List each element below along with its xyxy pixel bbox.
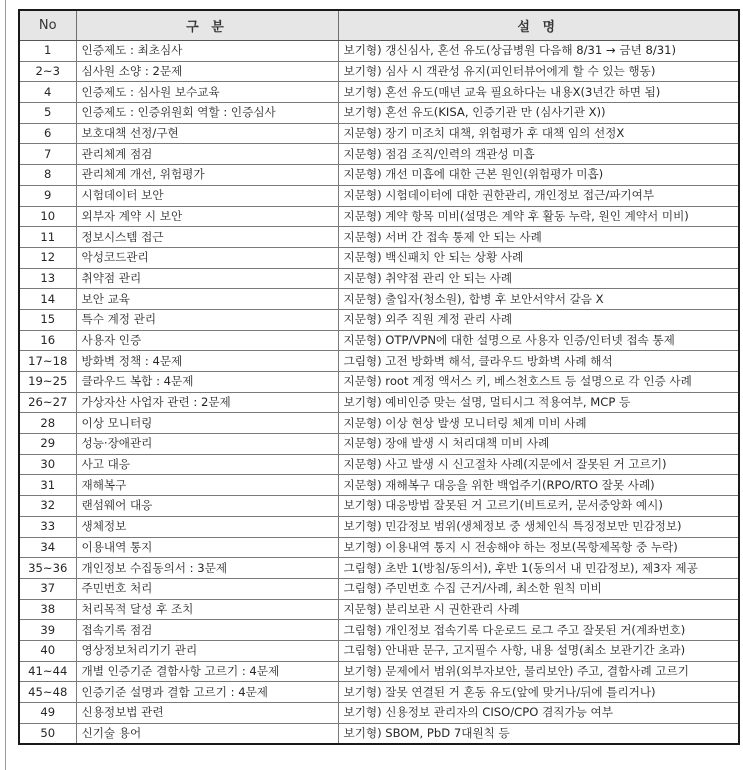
table-row xyxy=(19,392,739,413)
row-no-cell: 39 xyxy=(19,620,76,641)
table-row xyxy=(19,82,739,103)
row-no-cell: 35~36 xyxy=(19,558,76,579)
row-description-cell: 지문형) root 계정 액서스 키, 베스천호스트 등 설명으로 각 인증 사례 xyxy=(338,372,739,393)
row-no-cell: 40 xyxy=(19,640,76,661)
row-no-cell: 12 xyxy=(19,247,76,268)
row-category-cell: 정보시스템 접근 xyxy=(76,227,338,248)
row-description-cell: 지문형) 서버 간 접속 통제 안 되는 사례 xyxy=(338,227,739,248)
header-description: 설 명 xyxy=(338,10,739,41)
table-row xyxy=(19,61,739,82)
exam-topic-table-container xyxy=(18,9,738,745)
row-no-cell: 37 xyxy=(19,578,76,599)
row-category-cell: 생체정보 xyxy=(76,516,338,537)
row-description-cell: 지문형) 이상 현상 발생 모니터링 체계 미비 사례 xyxy=(338,413,739,434)
row-category-cell: 접속기록 점검 xyxy=(76,620,338,641)
row-category-cell: 주민번호 처리 xyxy=(76,578,338,599)
table-row xyxy=(19,640,739,661)
row-category-cell: 보안 교육 xyxy=(76,289,338,310)
table-row xyxy=(19,661,739,682)
row-category-cell: 인증제도 : 최초심사 xyxy=(76,41,338,62)
row-description-cell: 그림형) 주민번호 수집 근거/사례, 최소한 원칙 미비 xyxy=(338,578,739,599)
row-description-cell: 지문형) 백신패치 안 되는 상황 사례 xyxy=(338,247,739,268)
table-row xyxy=(19,413,739,434)
row-description-cell: 지문형) 외주 직원 계정 관리 사례 xyxy=(338,309,739,330)
row-category-cell: 신용정보법 관련 xyxy=(76,703,338,724)
row-no-cell: 10 xyxy=(19,206,76,227)
table-row xyxy=(19,309,739,330)
row-category-cell: 개인정보 수집동의서 : 3문제 xyxy=(76,558,338,579)
row-category-cell: 신기술 용어 xyxy=(76,723,338,744)
row-no-cell: 13 xyxy=(19,268,76,289)
table-row xyxy=(19,165,739,186)
table-row xyxy=(19,454,739,475)
row-no-cell: 1 xyxy=(19,41,76,62)
row-no-cell: 8 xyxy=(19,165,76,186)
row-category-cell: 인증제도 : 인증위원회 역할 : 인증심사 xyxy=(76,103,338,124)
row-description-cell: 보기형) 민감정보 범위(생체정보 중 생체인식 특징정보만 민감정보) xyxy=(338,516,739,537)
table-row xyxy=(19,558,739,579)
header-category: 구 분 xyxy=(76,10,338,41)
table-row xyxy=(19,537,739,558)
table-row xyxy=(19,247,739,268)
row-category-cell: 특수 계정 관리 xyxy=(76,309,338,330)
row-description-cell: 지문형) 시험데이터에 대한 권한관리, 개인정보 접근/파기여부 xyxy=(338,185,739,206)
table-row xyxy=(19,206,739,227)
row-no-cell: 34 xyxy=(19,537,76,558)
table-row xyxy=(19,144,739,165)
row-description-cell: 보기형) 이용내역 통지 시 전송해야 하는 정보(목항제목항 중 누락) xyxy=(338,537,739,558)
row-category-cell: 방화벽 정책 : 4문제 xyxy=(76,351,338,372)
row-no-cell: 28 xyxy=(19,413,76,434)
row-category-cell: 인증기준 설명과 결함 고르기 : 4문제 xyxy=(76,682,338,703)
row-category-cell: 사용자 인증 xyxy=(76,330,338,351)
row-description-cell: 보기형) 심사 시 객관성 유지(피인터뷰어에게 할 수 있는 행동) xyxy=(338,61,739,82)
table-row xyxy=(19,330,739,351)
table-row xyxy=(19,351,739,372)
row-description-cell: 보기형) 예비인증 맞는 설명, 멀티시그 적용여부, MCP 등 xyxy=(338,392,739,413)
row-category-cell: 악성코드관리 xyxy=(76,247,338,268)
table-row xyxy=(19,268,739,289)
row-no-cell: 41~44 xyxy=(19,661,76,682)
row-no-cell: 9 xyxy=(19,185,76,206)
row-no-cell: 38 xyxy=(19,599,76,620)
row-category-cell: 관리체계 점검 xyxy=(76,144,338,165)
table-row xyxy=(19,103,739,124)
row-category-cell: 시험데이터 보안 xyxy=(76,185,338,206)
table-row xyxy=(19,682,739,703)
table-row xyxy=(19,496,739,517)
table-row xyxy=(19,372,739,393)
table-row xyxy=(19,123,739,144)
table-row xyxy=(19,434,739,455)
row-no-cell: 32 xyxy=(19,496,76,517)
row-no-cell: 6 xyxy=(19,123,76,144)
row-no-cell: 15 xyxy=(19,309,76,330)
row-no-cell: 50 xyxy=(19,723,76,744)
row-description-cell: 보기형) SBOM, PbD 7대원칙 등 xyxy=(338,723,739,744)
row-category-cell: 인증제도 : 심사원 보수교육 xyxy=(76,82,338,103)
row-description-cell: 그림형) 초반 1(방침/동의서), 후반 1(동의서 내 민감정보), 제3자 제공 xyxy=(338,558,739,579)
row-no-cell: 26~27 xyxy=(19,392,76,413)
row-description-cell: 보기형) 갱신심사, 혼선 유도(상급병원 다음해 8/31 → 금년 8/31) xyxy=(338,41,739,62)
row-description-cell: 보기형) 혼선 유도(매년 교육 필요하다는 내용X(3년간 하면 됨) xyxy=(338,82,739,103)
row-description-cell: 보기형) 신용정보 관리자의 CISO/CPO 겸직가능 여부 xyxy=(338,703,739,724)
row-category-cell: 보호대책 선정/구현 xyxy=(76,123,338,144)
row-description-cell: 지문형) 점검 조직/인력의 객관성 미흡 xyxy=(338,144,739,165)
table-header-row xyxy=(19,10,739,41)
table-row xyxy=(19,578,739,599)
table-row xyxy=(19,185,739,206)
row-description-cell: 그림형) 안내판 문구, 고지필수 사항, 내용 설명(최소 보관기간 초과) xyxy=(338,640,739,661)
table-row xyxy=(19,475,739,496)
row-no-cell: 16 xyxy=(19,330,76,351)
row-description-cell: 지문형) 취약점 관리 안 되는 사례 xyxy=(338,268,739,289)
row-category-cell: 처리목적 달성 후 조치 xyxy=(76,599,338,620)
table-row xyxy=(19,620,739,641)
row-category-cell: 개별 인증기준 결함사항 고르기 : 4문제 xyxy=(76,661,338,682)
row-description-cell: 그림형) 개인정보 접속기록 다운로드 로그 주고 잘못된 거(계좌번호) xyxy=(338,620,739,641)
page-margin-rule xyxy=(5,0,6,770)
row-no-cell: 14 xyxy=(19,289,76,310)
row-category-cell: 재해복구 xyxy=(76,475,338,496)
row-no-cell: 30 xyxy=(19,454,76,475)
row-category-cell: 이상 모니터링 xyxy=(76,413,338,434)
table-row xyxy=(19,703,739,724)
row-no-cell: 7 xyxy=(19,144,76,165)
row-description-cell: 보기형) 문제에서 범위(외부자보안, 물리보안) 주고, 결함사례 고르기 xyxy=(338,661,739,682)
row-category-cell: 취약점 관리 xyxy=(76,268,338,289)
exam-topic-table xyxy=(18,9,740,745)
table-row xyxy=(19,227,739,248)
row-description-cell: 지문형) 출입자(청소원), 합병 후 보안서약서 갈음 X xyxy=(338,289,739,310)
row-category-cell: 랜섬웨어 대응 xyxy=(76,496,338,517)
row-category-cell: 사고 대응 xyxy=(76,454,338,475)
row-description-cell: 지문형) 장기 미조치 대책, 위험평가 후 대책 임의 선정X xyxy=(338,123,739,144)
row-category-cell: 이용내역 통지 xyxy=(76,537,338,558)
row-description-cell: 지문형) 분리보관 시 권한관리 사례 xyxy=(338,599,739,620)
row-category-cell: 클라우드 복합 : 4문제 xyxy=(76,372,338,393)
row-no-cell: 49 xyxy=(19,703,76,724)
row-description-cell: 지문형) 사고 발생 시 신고절차 사례(지문에서 잘못된 거 고르기) xyxy=(338,454,739,475)
row-no-cell: 4 xyxy=(19,82,76,103)
row-no-cell: 11 xyxy=(19,227,76,248)
row-description-cell: 지문형) 개선 미흡에 대한 근본 원인(위험평가 미흡) xyxy=(338,165,739,186)
table-row xyxy=(19,289,739,310)
row-no-cell: 33 xyxy=(19,516,76,537)
row-no-cell: 31 xyxy=(19,475,76,496)
row-description-cell: 지문형) OTP/VPN에 대한 설명으로 사용자 인증/인터넷 접속 통제 xyxy=(338,330,739,351)
row-category-cell: 성능·장애관리 xyxy=(76,434,338,455)
row-no-cell: 2~3 xyxy=(19,61,76,82)
row-description-cell: 보기형) 대응방법 잘못된 거 고르기(비트로커, 문서중앙화 예시) xyxy=(338,496,739,517)
row-category-cell: 가상자산 사업자 관련 : 2문제 xyxy=(76,392,338,413)
table-row xyxy=(19,599,739,620)
row-no-cell: 45~48 xyxy=(19,682,76,703)
row-no-cell: 17~18 xyxy=(19,351,76,372)
table-row xyxy=(19,516,739,537)
row-no-cell: 19~25 xyxy=(19,372,76,393)
row-description-cell: 보기형) 잘못 연결된 거 혼동 유도(앞에 맞거나/뒤에 틀리거나) xyxy=(338,682,739,703)
row-category-cell: 심사원 소양 : 2문제 xyxy=(76,61,338,82)
row-description-cell: 지문형) 계약 항목 미비(설명은 계약 후 활동 누락, 원인 계약서 미비) xyxy=(338,206,739,227)
table-body xyxy=(19,41,739,745)
row-category-cell: 외부자 계약 시 보안 xyxy=(76,206,338,227)
row-category-cell: 영상정보처리기기 관리 xyxy=(76,640,338,661)
row-category-cell: 관리체계 개선, 위험평가 xyxy=(76,165,338,186)
row-description-cell: 지문형) 재해복구 대응을 위한 백업주기(RPO/RTO 잘못 사례) xyxy=(338,475,739,496)
header-no: No xyxy=(19,10,76,41)
table-row xyxy=(19,41,739,62)
row-description-cell: 지문형) 장애 발생 시 처리대책 미비 사례 xyxy=(338,434,739,455)
row-description-cell: 보기형) 혼선 유도(KISA, 인증기관 만 (심사기관 X)) xyxy=(338,103,739,124)
row-description-cell: 그림형) 고전 방화벽 해석, 클라우드 방화벽 사례 해석 xyxy=(338,351,739,372)
row-no-cell: 5 xyxy=(19,103,76,124)
row-no-cell: 29 xyxy=(19,434,76,455)
table-row xyxy=(19,723,739,744)
